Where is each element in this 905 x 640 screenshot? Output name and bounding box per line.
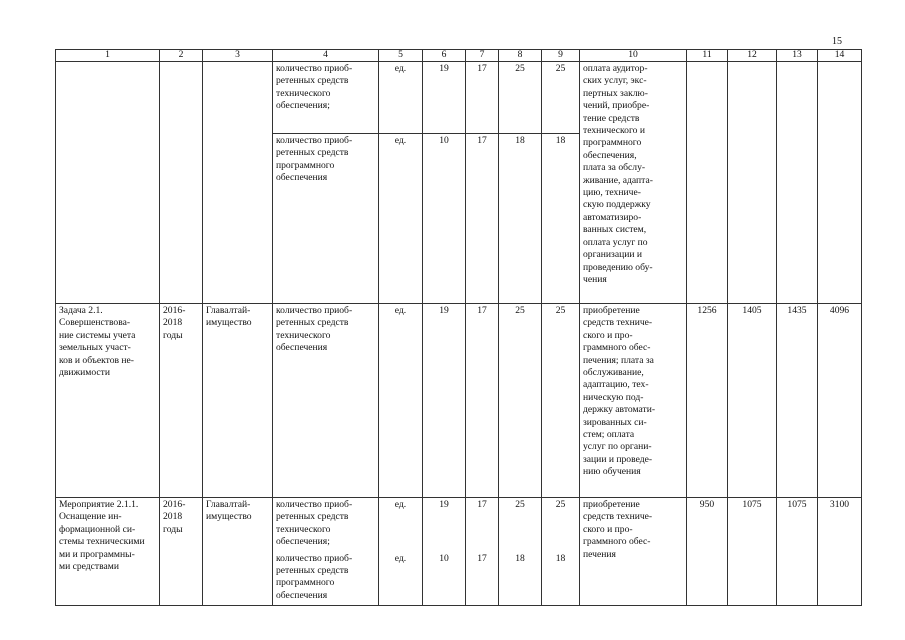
unit-cell: ед. [379, 62, 423, 134]
unit-cell: ед. [379, 134, 423, 304]
unit-cell: ед. [379, 304, 423, 498]
executor-cell [203, 62, 273, 304]
value-final-cell: 25 [542, 304, 580, 498]
task-cell: Задача 2.1. Совершенствова- ние системы учета земельных участ- ков и объектов не- движимости [56, 304, 160, 498]
col-header-10: 10 [580, 50, 687, 62]
value-final-cell: 25 [542, 62, 580, 134]
activity-cell: приобретение средств техниче- ского и про- граммного обес- печения [580, 498, 687, 606]
funding-total-cell: 3100 [818, 498, 862, 606]
col-header-4: 4 [273, 50, 379, 62]
col-header-2: 2 [160, 50, 203, 62]
value-2017-cell: 17 [466, 552, 499, 606]
indicator-cell: количество приоб- ретенных средств технического обеспечения; [273, 62, 379, 134]
value-2016-cell: 19 [423, 304, 466, 498]
value-2017-cell: 17 [466, 304, 499, 498]
indicator-cell: количество приоб- ретенных средств программного обеспечения [273, 552, 379, 606]
value-2016-cell: 10 [423, 134, 466, 304]
funding-2017-cell: 1405 [728, 304, 777, 498]
period-cell: 2016- 2018 годы [160, 498, 203, 606]
funding-2016-cell: 950 [687, 498, 728, 606]
unit-cell: ед. [379, 552, 423, 606]
funding-total-cell [818, 62, 862, 304]
activity-cell: приобретение средств техниче- ского и про- граммного обес- печения; плата за обслуживание, адаптацию, тех- ническую под- держку автомати- зированных си- стем; оплата услуг по органи- зации и проведе- нию обучения [580, 304, 687, 498]
table-row [56, 62, 862, 134]
col-header-1: 1 [56, 50, 160, 62]
task-cell [56, 62, 160, 304]
funding-2017-cell [728, 62, 777, 304]
indicator-cell: количество приоб- ретенных средств технического обеспечения; [273, 498, 379, 552]
value-2016-cell: 19 [423, 498, 466, 552]
indicator-cell: количество приоб- ретенных средств технического обеспечения [273, 304, 379, 498]
column-number-row [56, 50, 862, 62]
value-2018-cell: 25 [499, 498, 542, 552]
executor-cell: Главалтай- имущество [203, 498, 273, 606]
value-2016-cell: 10 [423, 552, 466, 606]
period-cell [160, 62, 203, 304]
funding-2018-cell: 1075 [777, 498, 818, 606]
table-row [56, 304, 862, 498]
value-final-cell: 18 [542, 134, 580, 304]
value-2018-cell: 25 [499, 62, 542, 134]
col-header-13: 13 [777, 50, 818, 62]
period-cell: 2016- 2018 годы [160, 304, 203, 498]
funding-2017-cell: 1075 [728, 498, 777, 606]
col-header-7: 7 [466, 50, 499, 62]
value-final-cell: 18 [542, 552, 580, 606]
col-header-3: 3 [203, 50, 273, 62]
task-cell: Мероприятие 2.1.1. Оснащение ин- формационной си- стемы техническими ми и программны- ми средствами [56, 498, 160, 606]
value-2017-cell: 17 [466, 498, 499, 552]
activity-cell: оплата аудитор- ских услуг, экс- пертных заклю- чений, приобре- тение средств технического и программного обеспечения, плата за обслу- живание, адапта- цию, техниче- скую поддержку автоматизиро- ванных систем, оплата услуг по организации и проведению обу- чения [580, 62, 687, 304]
col-header-5: 5 [379, 50, 423, 62]
page-number: 15 [832, 36, 842, 47]
executor-cell: Главалтай- имущество [203, 304, 273, 498]
value-final-cell: 25 [542, 498, 580, 552]
col-header-6: 6 [423, 50, 466, 62]
value-2018-cell: 18 [499, 552, 542, 606]
col-header-12: 12 [728, 50, 777, 62]
value-2016-cell: 19 [423, 62, 466, 134]
funding-total-cell: 4096 [818, 304, 862, 498]
funding-2018-cell [777, 62, 818, 304]
unit-cell: ед. [379, 498, 423, 552]
value-2017-cell: 17 [466, 62, 499, 134]
value-2017-cell: 17 [466, 134, 499, 304]
col-header-8: 8 [499, 50, 542, 62]
funding-2018-cell: 1435 [777, 304, 818, 498]
col-header-9: 9 [542, 50, 580, 62]
col-header-14: 14 [818, 50, 862, 62]
funding-2016-cell: 1256 [687, 304, 728, 498]
funding-2016-cell [687, 62, 728, 304]
program-table [55, 49, 862, 606]
value-2018-cell: 18 [499, 134, 542, 304]
table-row [56, 498, 862, 552]
indicator-cell: количество приоб- ретенных средств программного обеспечения [273, 134, 379, 304]
value-2018-cell: 25 [499, 304, 542, 498]
col-header-11: 11 [687, 50, 728, 62]
